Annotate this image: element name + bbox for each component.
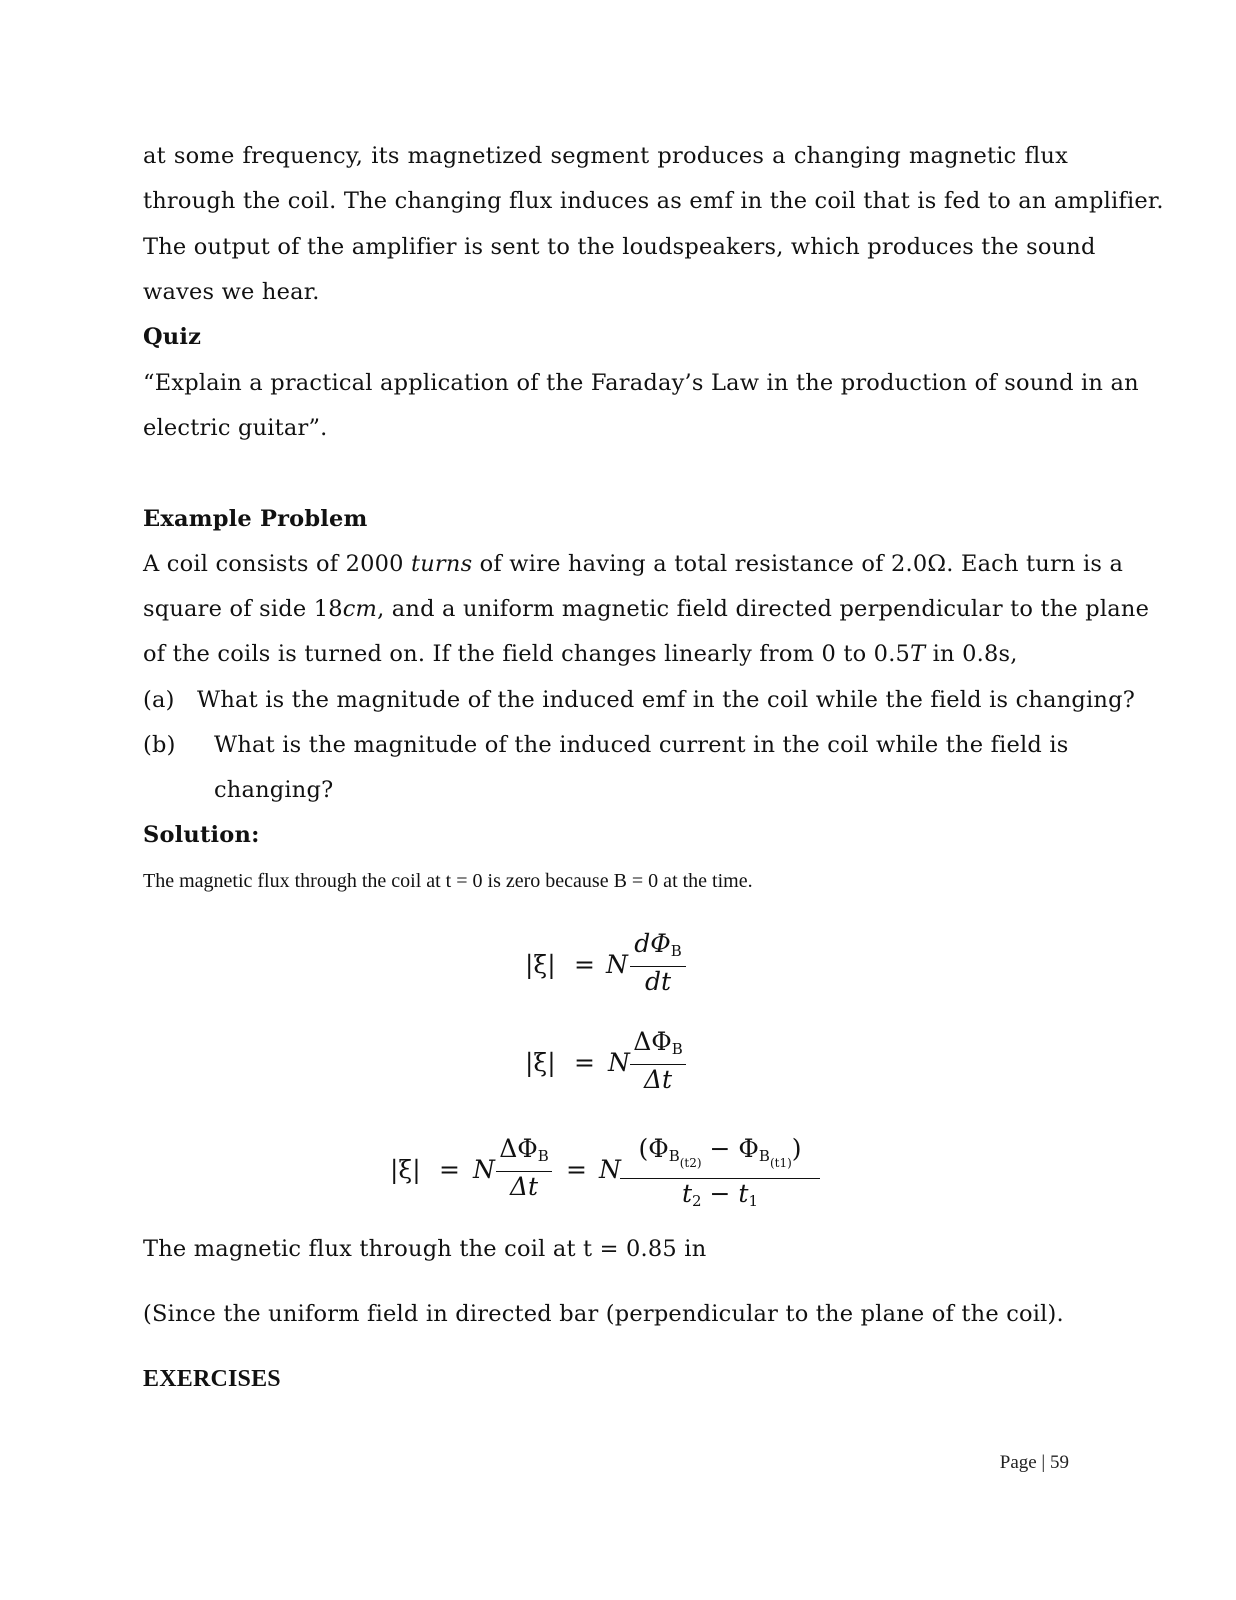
- example-line-2: square of side 18cm, and a uniform magnetic field directed perpendicular to the plane: [143, 596, 1150, 622]
- paragraph-line: waves we hear.: [143, 279, 320, 305]
- fraction: $\Delta\Phi_B$ Δt: [630, 1027, 686, 1095]
- abs-xi: |ξ|: [390, 1155, 421, 1184]
- paragraph-line: at some frequency, its magnetized segment produces a changing magnetic flux: [143, 143, 1068, 169]
- quiz-line: “Explain a practical application of the Faraday’s Law in the production of sound in an: [143, 370, 1139, 396]
- equals: =: [566, 1155, 587, 1184]
- solution-intro: The magnetic flux through the coil at t = 0 is zero because B = 0 at the time.: [143, 870, 753, 892]
- N: N: [606, 950, 628, 979]
- part-b-label: (b): [143, 732, 176, 758]
- fraction-large: $(\Phi_{B_{(t2)}} - \Phi_{B_{(t1)}})$ $t_2 - t_1$: [620, 1134, 820, 1216]
- example-heading: Example Problem: [143, 506, 368, 532]
- since-line: (Since the uniform field in directed bar (perpendicular to the plane of the coil).: [143, 1301, 1064, 1327]
- quiz-heading: Quiz: [143, 324, 202, 350]
- N: N: [599, 1155, 621, 1184]
- fraction: $d\Phi_B$ dt: [630, 929, 686, 997]
- N: N: [473, 1155, 495, 1184]
- page-number: Page | 59: [999, 1452, 1069, 1473]
- abs-xi: |ξ|: [525, 950, 556, 979]
- example-line-1: A coil consists of 2000 turns of wire having a total resistance of 2.0Ω. Each turn is a: [143, 551, 1124, 577]
- quiz-line: electric guitar”.: [143, 415, 328, 441]
- N: N: [608, 1048, 630, 1077]
- flux-line: The magnetic flux through the coil at t = 0.85 in: [143, 1236, 707, 1262]
- part-a-text: What is the magnitude of the induced emf in the coil while the field is changing?: [197, 687, 1135, 713]
- equals: =: [439, 1155, 460, 1184]
- example-line-3: of the coils is turned on. If the field changes linearly from 0 to 0.5T in 0.8s,: [143, 641, 1018, 667]
- solution-heading: Solution:: [143, 822, 260, 848]
- fraction: $\Delta\Phi_B$ Δt: [496, 1134, 552, 1202]
- paragraph-line: through the coil. The changing flux induces as emf in the coil that is fed to an amplifier.: [143, 188, 1164, 214]
- abs-xi: |ξ|: [525, 1048, 556, 1077]
- equals: =: [574, 950, 595, 979]
- part-a-label: (a): [143, 687, 175, 713]
- equals: =: [574, 1048, 595, 1077]
- paragraph-line: The output of the amplifier is sent to the loudspeakers, which produces the sound: [143, 234, 1096, 260]
- exercises-heading: EXERCISES: [143, 1366, 281, 1392]
- part-b-text: What is the magnitude of the induced current in the coil while the field is: [214, 732, 1069, 758]
- part-b-text-cont: changing?: [214, 777, 334, 803]
